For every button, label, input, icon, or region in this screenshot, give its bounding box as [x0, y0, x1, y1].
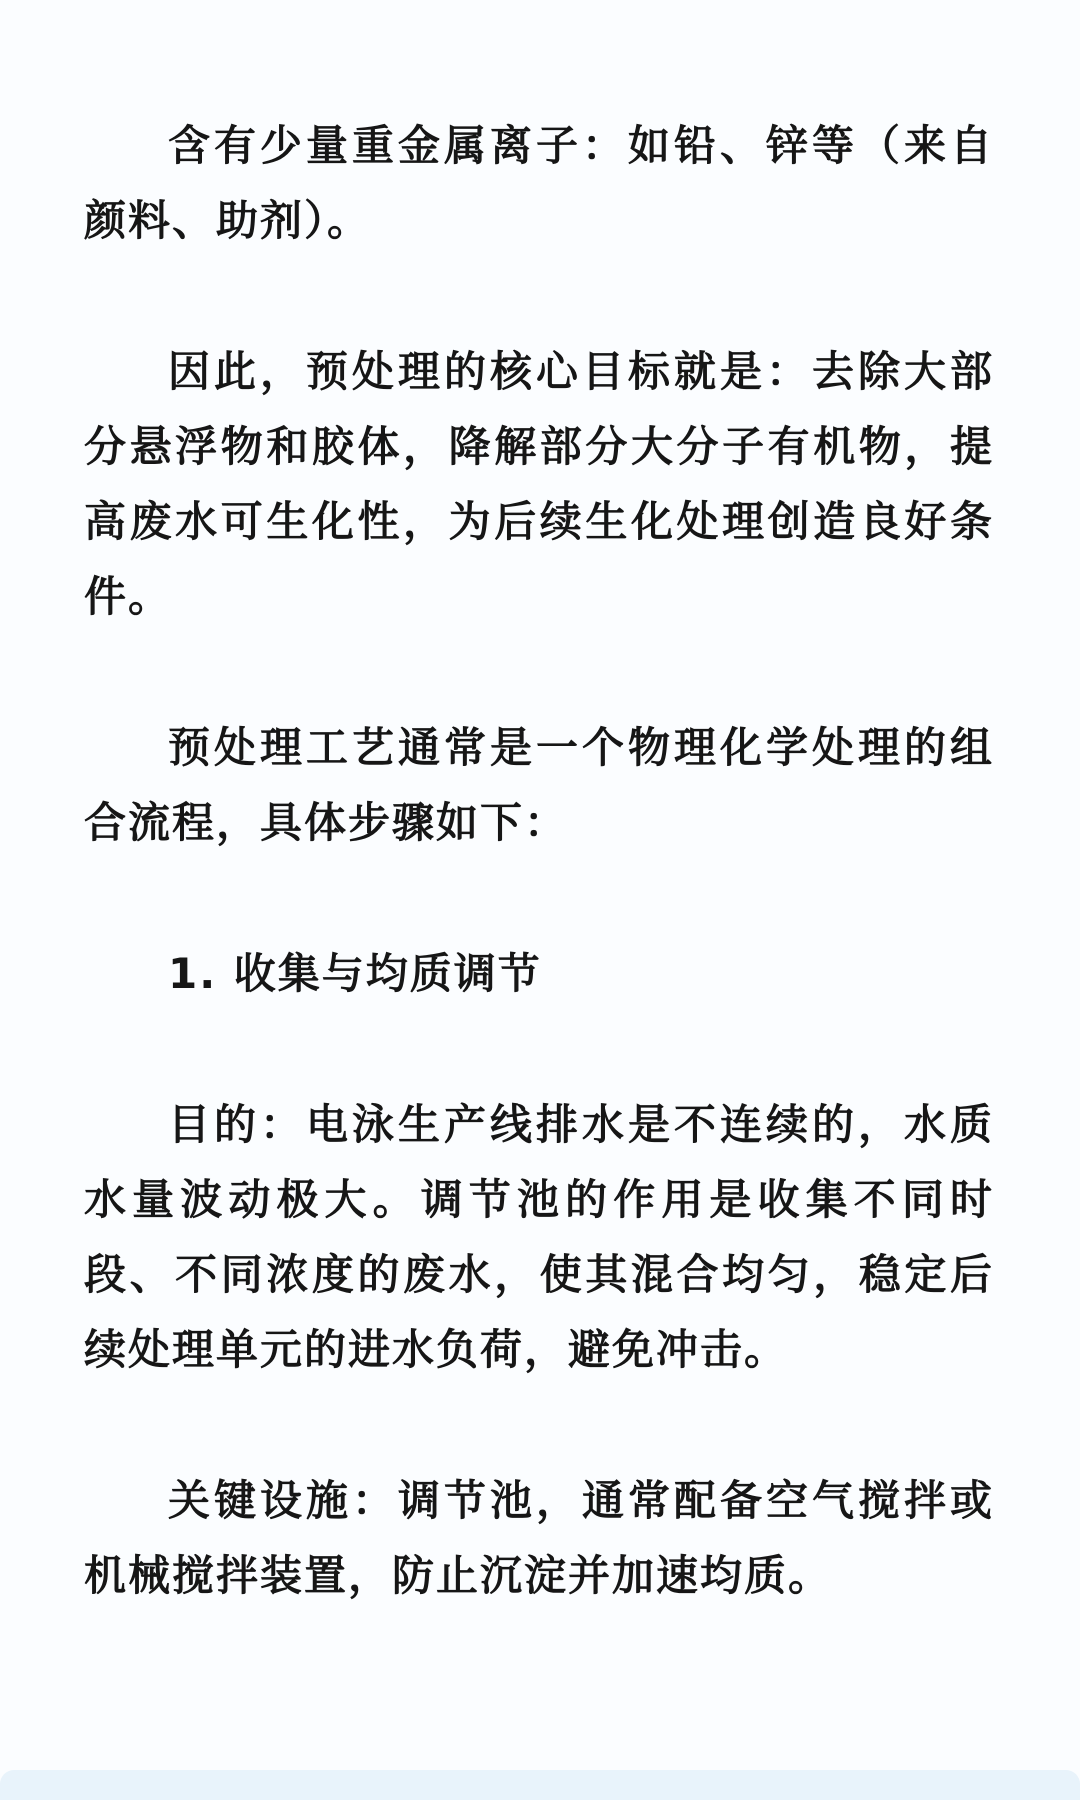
pretreatment-goal-paragraph: 因此，预处理的核心目标就是：去除大部分悬浮物和胶体，降解部分大分子有机物，提高废水可生化性，为后续生化处理创造良好条件。: [84, 347, 994, 621]
step-1-purpose-paragraph: 目的：电泳生产线排水是不连续的，水质水量波动极大。调节池的作用是收集不同时段、不同浓度的废水，使其混合均匀，稳定后续处理单元的进水负荷，避免冲击。: [84, 1100, 994, 1374]
step-1-heading: 1. 收集与均质调节: [168, 949, 542, 998]
key-facility-paragraph: 关键设施：调节池，通常配备空气搅拌或机械搅拌装置，防止沉淀并加速均质。: [84, 1476, 994, 1600]
heavy-metal-ions-paragraph: 含有少量重金属离子：如铅、锌等（来自颜料、助剂）。: [84, 121, 994, 245]
bottom-panel-edge: [0, 1770, 1080, 1800]
process-overview-paragraph: 预处理工艺通常是一个物理化学处理的组合流程，具体步骤如下：: [84, 723, 994, 847]
